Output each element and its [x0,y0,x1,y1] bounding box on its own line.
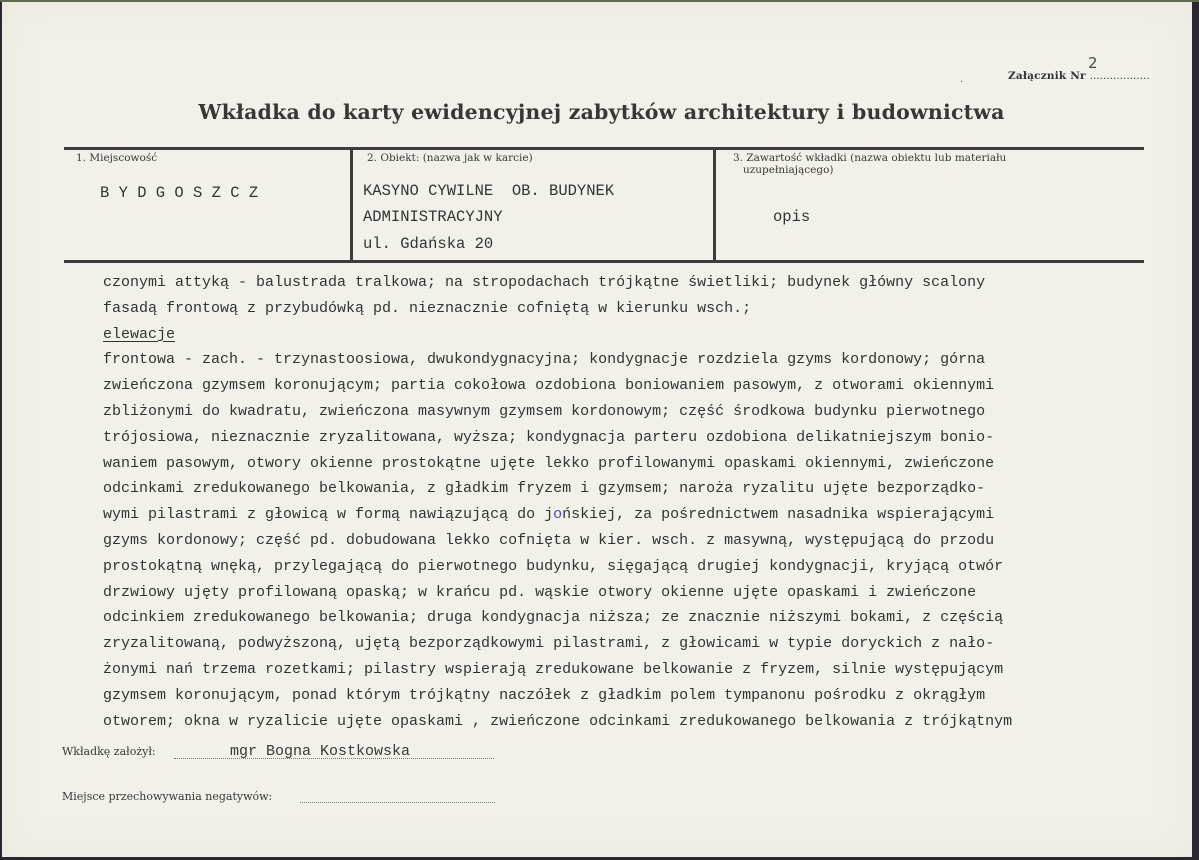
body-line: odcinkami zredukowanego belkowania, z gładkim fryzem i gzymsem; naroża ryzalitu ujęte bezporządko- [103,480,986,498]
column-divider-2 [713,148,716,261]
body-line: żonymi nań trzema rozetkami; pilastry wspierają zredukowane belkowanie z fryzem, silnie występującym [103,660,1004,678]
annex-label: Załącznik Nr [1008,70,1086,82]
body-line: frontowa - zach. - trzynastoosiowa, dwukondygnacyjna; kondygnacje rozdziela gzyms kordonowy; górna [103,351,986,369]
body-line: waniem pasowym, otwory okienne prostokątne ujęte lekko profilowanymi opaskami okiennymi, zwieńczone [103,454,995,472]
body-line-with-correction [103,502,1113,528]
document-title: Wkładka do karty ewidencyjnej zabytków architektury i budownictwa [198,100,1005,124]
body-line: gzyms kordonowy; część pd. dobudowana lekko cofnięta w kier. wsch. z masywną, występującą do przodu [103,531,995,549]
annex-dots: .................. [1089,70,1150,82]
column-divider-1 [350,148,353,261]
object-name-line-2: ADMINISTRACYJNY [363,208,503,226]
table-bottom-rule [64,260,1144,263]
object-label: 2. Obiekt: (nazwa jak w karcie) [367,152,533,164]
body-line: odcinkiem zredukowanego belkowania; druga kondygnacja niższa; ze znacznie niższymi bokami, z częścią [103,609,1004,627]
body-line: trójosiowa, nieznacznie zryzalitowana, wyższa; kondygnacja parteru ozdobiona delikatniejszym bonio- [103,428,995,446]
dot-mark: . [960,74,964,85]
body-line: zwieńczona gzymsem koronującym; partia cokołowa ozdobiona boniowaniem pasowym, z otworami okiennymi [103,377,995,395]
body-line: prostokątną wnęką, przylegającą do pierwotnego budynku, sięgającą drugiej kondygnacji, kryjącą otwór [103,557,1004,575]
contents-label-line-1: 3. Zawartość wkładki (nazwa obiektu lub materiału [733,152,1007,164]
locality-value: B Y D G O S Z C Z [100,184,259,202]
body-line: zryzalitowaną, podwyższoną, ujętą bezporządkowymi pilastrami, z głowicami w typie doryckich z nało- [103,635,995,653]
locality-label: 1. Miejscowość [76,152,158,164]
object-address: ul. Gdańska 20 [363,235,494,253]
table-top-rule [64,147,1144,150]
negatives-location-dotted-line [300,801,495,803]
page-number: 2 [1088,54,1098,72]
section-heading-elevations: elewacje [103,325,176,343]
handwritten-correction: o [553,506,563,524]
document-sheet [2,2,1192,857]
body-line: zbliżonymi do kwadratu, zwieńczona masywnym gzymsem kordonowym; część środkowa budynku pierwotnego [103,402,986,420]
body-line: czonymi attyką - balustrada tralkowa; na stropodachach trójkątne świetliki; budynek główny scalony [103,274,986,291]
body-line-part: ńskiej, za pośrednictwem nasadnika wspierającymi [562,506,995,524]
body-line: drzwiowy ujęty profilowaną opaską; w krańcu pd. wąskie otwory okienne ujęte opaskami i zwieńczone [103,583,977,601]
body-line: fasadą frontową z przybudówką pd. nieznacznie cofniętą w kierunku wsch.; [103,299,752,317]
description-body [103,270,1113,734]
contents-value: opis [773,208,811,226]
contents-label-line-2: uzupełniającego) [743,164,834,176]
negatives-location-label: Miejsce przechowywania negatywów: [62,790,273,803]
body-line: otworem; okna w ryzalicie ujęte opaskami , zwieńczone odcinkami zredukowanego belkowania z trójkątnym [103,712,1013,730]
created-by-value: mgr Bogna Kostkowska [230,743,411,760]
annex-number-field [1008,70,1150,82]
body-line-part: wymi pilastrami z głowicą w formą nawiązującą do j [103,506,554,524]
object-name-line-1: KASYNO CYWILNE OB. BUDYNEK [363,182,615,200]
created-by-label: Wkładkę założył: [62,745,156,758]
body-line: gzymsem koronującym, ponad którym trójkątny naczółek z gładkim polem tympanonu pośrodku z okrągłym [103,686,986,704]
